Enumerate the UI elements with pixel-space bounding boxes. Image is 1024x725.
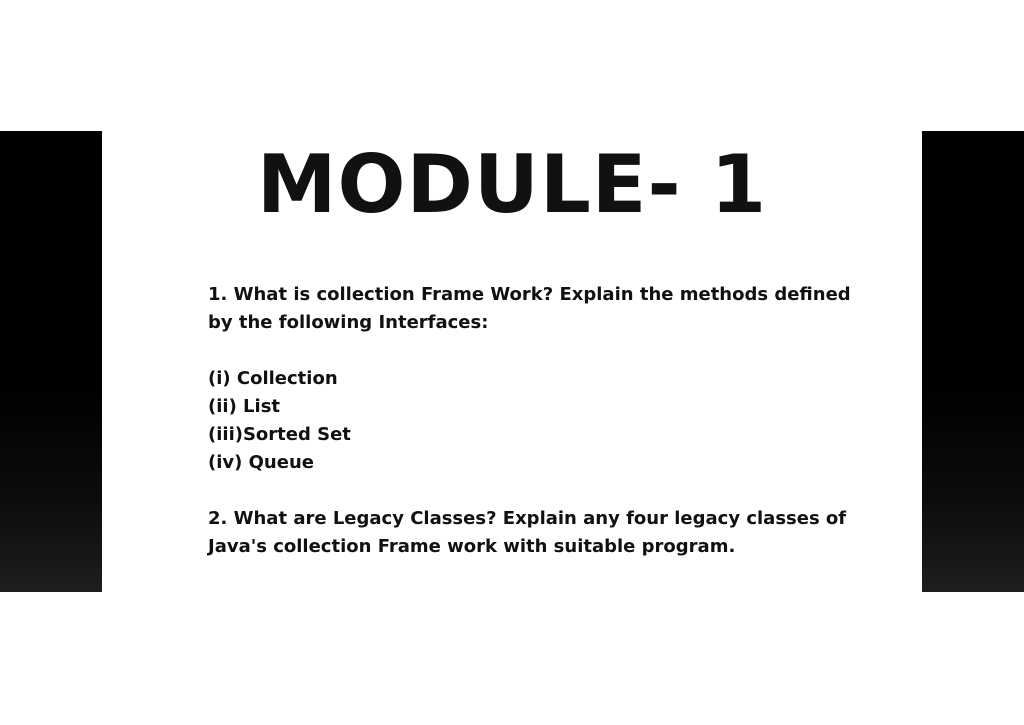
- slide: [102, 131, 922, 592]
- question-1: 1. What is collection Frame Work? Explain the methods defined by the following Interfaces:: [208, 284, 851, 333]
- list-item-list: (ii) List: [208, 396, 281, 417]
- right-black-border: [922, 131, 1024, 592]
- list-item-sorted-set: (iii)Sorted Set: [208, 424, 351, 445]
- list-item-queue: (iv) Queue: [208, 452, 314, 473]
- left-black-border: [0, 131, 102, 592]
- questions-content: [208, 281, 868, 561]
- interface-list: [208, 365, 868, 477]
- module-title: MODULE- 1: [256, 138, 768, 231]
- question-2: 2. What are Legacy Classes? Explain any four legacy classes of Java's collection Frame work with suitable program.: [208, 508, 847, 557]
- list-item-collection: (i) Collection: [208, 368, 338, 389]
